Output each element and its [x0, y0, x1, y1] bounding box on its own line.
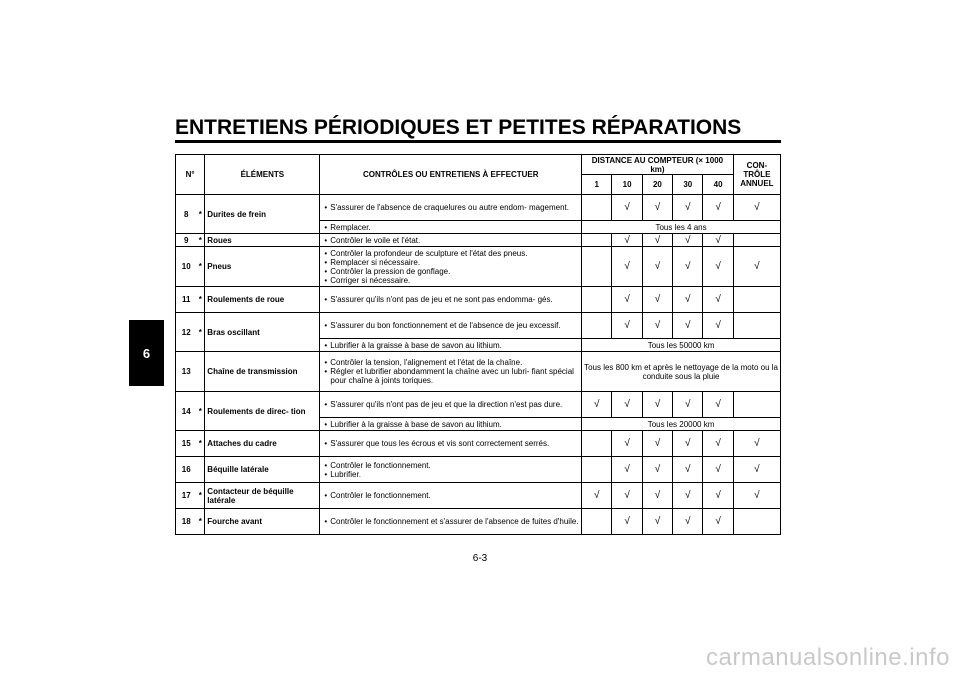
row-controls — [320, 392, 582, 418]
table-row — [176, 509, 781, 535]
page-title: ENTRETIENS PÉRIODIQUES ET PETITES RÉPARATIONS — [175, 116, 742, 139]
interval-text: Tous les 50000 km — [582, 339, 781, 352]
check-cell — [582, 313, 612, 339]
check-cell: √ — [703, 247, 733, 287]
annual-check-cell — [733, 313, 780, 339]
interval-text: Tous les 4 ans — [582, 221, 781, 234]
check-cell: √ — [703, 483, 733, 509]
row-element: Fourche avant — [205, 509, 320, 535]
row-controls — [320, 509, 582, 535]
check-cell: √ — [582, 483, 612, 509]
row-controls — [320, 195, 582, 221]
check-cell: √ — [612, 195, 642, 221]
row-controls — [320, 339, 582, 352]
row-element: Contacteur de béquille latérale — [205, 483, 320, 509]
table-row — [176, 483, 781, 509]
check-cell — [582, 431, 612, 457]
control-item: • Contrôler le voile et l'état. — [322, 236, 579, 245]
row-element: Attaches du cadre — [205, 431, 320, 457]
table-row — [176, 195, 781, 221]
check-cell: √ — [673, 392, 703, 418]
check-cell: √ — [642, 431, 672, 457]
check-cell: √ — [673, 234, 703, 247]
check-cell — [582, 234, 612, 247]
annual-check-cell: √ — [733, 457, 780, 483]
row-star: * — [196, 509, 204, 535]
annual-check-cell: √ — [733, 431, 780, 457]
check-cell: √ — [703, 457, 733, 483]
table-row — [176, 457, 781, 483]
control-item: • Corriger si nécessaire. — [322, 276, 579, 285]
control-item: • S'assurer de l'absence de craquelures ou autre endom- magement. — [322, 203, 579, 212]
table-row — [176, 247, 781, 287]
row-element: Roulements de direc- tion — [205, 392, 320, 431]
annual-check-cell — [733, 509, 780, 535]
check-cell: √ — [612, 457, 642, 483]
annual-check-cell — [733, 392, 780, 418]
header-km-40: 40 — [703, 175, 733, 195]
row-star: * — [196, 195, 204, 234]
check-cell: √ — [703, 313, 733, 339]
row-number: 16 — [176, 457, 197, 483]
control-item: • S'assurer que tous les écrous et vis sont correctement serrés. — [322, 439, 579, 448]
header-distance: DISTANCE AU COMPTEUR (× 1000 km) — [582, 155, 734, 175]
table-row — [176, 431, 781, 457]
check-cell — [582, 287, 612, 313]
row-number: 10 — [176, 247, 197, 287]
row-element: Béquille latérale — [205, 457, 320, 483]
row-number: 12 — [176, 313, 197, 352]
header-km-1: 1 — [582, 175, 612, 195]
row-star: * — [196, 234, 204, 247]
table-row — [176, 313, 781, 339]
interval-text: Tous les 800 km et après le nettoyage de la moto ou la conduite sous la pluie — [582, 352, 781, 392]
header-no: N° — [176, 155, 205, 195]
row-element: Durites de frein — [205, 195, 320, 234]
check-cell: √ — [612, 483, 642, 509]
check-cell — [582, 457, 612, 483]
interval-text: Tous les 20000 km — [582, 418, 781, 431]
row-star: * — [196, 247, 204, 287]
check-cell: √ — [673, 483, 703, 509]
control-item: • S'assurer qu'ils n'ont pas de jeu et ne sont pas endomma- gés. — [322, 295, 579, 304]
check-cell — [582, 247, 612, 287]
control-item: • Contrôler la pression de gonflage. — [322, 267, 579, 276]
row-number: 15 — [176, 431, 197, 457]
row-number: 9 — [176, 234, 197, 247]
title-rule — [175, 140, 781, 143]
row-element: Chaîne de transmission — [205, 352, 320, 392]
row-star — [196, 457, 204, 483]
check-cell: √ — [673, 313, 703, 339]
check-cell: √ — [642, 457, 672, 483]
check-cell — [582, 195, 612, 221]
row-controls — [320, 247, 582, 287]
row-number: 17 — [176, 483, 197, 509]
check-cell: √ — [612, 509, 642, 535]
control-item: • Lubrifier à la graisse à base de savon au lithium. — [322, 341, 579, 350]
row-number: 11 — [176, 287, 197, 313]
control-item: • Remplacer. — [322, 223, 579, 232]
check-cell: √ — [642, 247, 672, 287]
table-row — [176, 287, 781, 313]
row-controls — [320, 221, 582, 234]
control-item: • Contrôler le fonctionnement. — [322, 491, 579, 500]
check-cell: √ — [703, 392, 733, 418]
check-cell: √ — [642, 483, 672, 509]
check-cell — [582, 509, 612, 535]
control-item: • Lubrifier. — [322, 470, 579, 479]
annual-check-cell: √ — [733, 483, 780, 509]
annual-check-cell — [733, 287, 780, 313]
maintenance-table — [175, 154, 781, 535]
row-element: Roulements de roue — [205, 287, 320, 313]
check-cell: √ — [582, 392, 612, 418]
row-controls — [320, 313, 582, 339]
row-star: * — [196, 392, 204, 431]
check-cell: √ — [673, 457, 703, 483]
row-controls — [320, 457, 582, 483]
check-cell: √ — [703, 431, 733, 457]
header-km-20: 20 — [642, 175, 672, 195]
control-item: • Contrôler la tension, l'alignement et l'état de la chaîne. — [322, 358, 579, 367]
table-row — [176, 352, 781, 392]
check-cell: √ — [642, 313, 672, 339]
row-number: 13 — [176, 352, 197, 392]
control-item: • Remplacer si nécessaire. — [322, 258, 579, 267]
control-item: • Contrôler le fonctionnement. — [322, 461, 579, 470]
check-cell: √ — [642, 509, 672, 535]
row-controls — [320, 352, 582, 392]
check-cell: √ — [612, 431, 642, 457]
header-elements: ÉLÉMENTS — [205, 155, 320, 195]
check-cell: √ — [612, 287, 642, 313]
check-cell: √ — [703, 509, 733, 535]
row-controls — [320, 418, 582, 431]
check-cell: √ — [673, 431, 703, 457]
row-number: 8 — [176, 195, 197, 234]
row-star: * — [196, 313, 204, 352]
row-controls — [320, 234, 582, 247]
chapter-tab: 6 — [129, 320, 164, 386]
row-element: Roues — [205, 234, 320, 247]
row-element: Pneus — [205, 247, 320, 287]
check-cell: √ — [642, 287, 672, 313]
control-item: • Contrôler le fonctionnement et s'assurer de l'absence de fuites d'huile. — [322, 517, 579, 526]
check-cell: √ — [642, 392, 672, 418]
row-star: * — [196, 483, 204, 509]
check-cell: √ — [612, 247, 642, 287]
check-cell: √ — [673, 287, 703, 313]
check-cell: √ — [673, 509, 703, 535]
row-star: * — [196, 287, 204, 313]
control-item: • S'assurer qu'ils n'ont pas de jeu et que la direction n'est pas dure. — [322, 400, 579, 409]
annual-check-cell: √ — [733, 247, 780, 287]
row-star: * — [196, 431, 204, 457]
check-cell: √ — [703, 234, 733, 247]
watermark: carmanualsonline.info — [706, 644, 950, 671]
header-km-30: 30 — [673, 175, 703, 195]
check-cell: √ — [642, 234, 672, 247]
row-controls — [320, 287, 582, 313]
check-cell: √ — [612, 234, 642, 247]
check-cell: √ — [612, 392, 642, 418]
control-item: • Lubrifier à la graisse à base de savon au lithium. — [322, 420, 579, 429]
check-cell: √ — [703, 287, 733, 313]
row-controls — [320, 483, 582, 509]
table-row — [176, 234, 781, 247]
table-row — [176, 392, 781, 418]
row-number: 14 — [176, 392, 197, 431]
header-controls: CONTRÔLES OU ENTRETIENS À EFFECTUER — [320, 155, 582, 195]
row-controls — [320, 431, 582, 457]
header-km-10: 10 — [612, 175, 642, 195]
annual-check-cell: √ — [733, 195, 780, 221]
header-annual: CON- TRÔLE ANNUEL — [733, 155, 780, 195]
row-star — [196, 352, 204, 392]
check-cell: √ — [673, 247, 703, 287]
check-cell: √ — [612, 313, 642, 339]
check-cell: √ — [642, 195, 672, 221]
control-item: • Régler et lubrifier abondamment la chaîne avec un lubri- fiant spécial pour chaîne à joints toriques. — [322, 367, 579, 385]
row-element: Bras oscillant — [205, 313, 320, 352]
row-number: 18 — [176, 509, 197, 535]
page-number: 6-3 — [472, 553, 488, 564]
annual-check-cell — [733, 234, 780, 247]
check-cell: √ — [703, 195, 733, 221]
control-item: • Contrôler la profondeur de sculpture et l'état des pneus. — [322, 249, 579, 258]
check-cell: √ — [673, 195, 703, 221]
control-item: • S'assurer du bon fonctionnement et de l'absence de jeu excessif. — [322, 321, 579, 330]
